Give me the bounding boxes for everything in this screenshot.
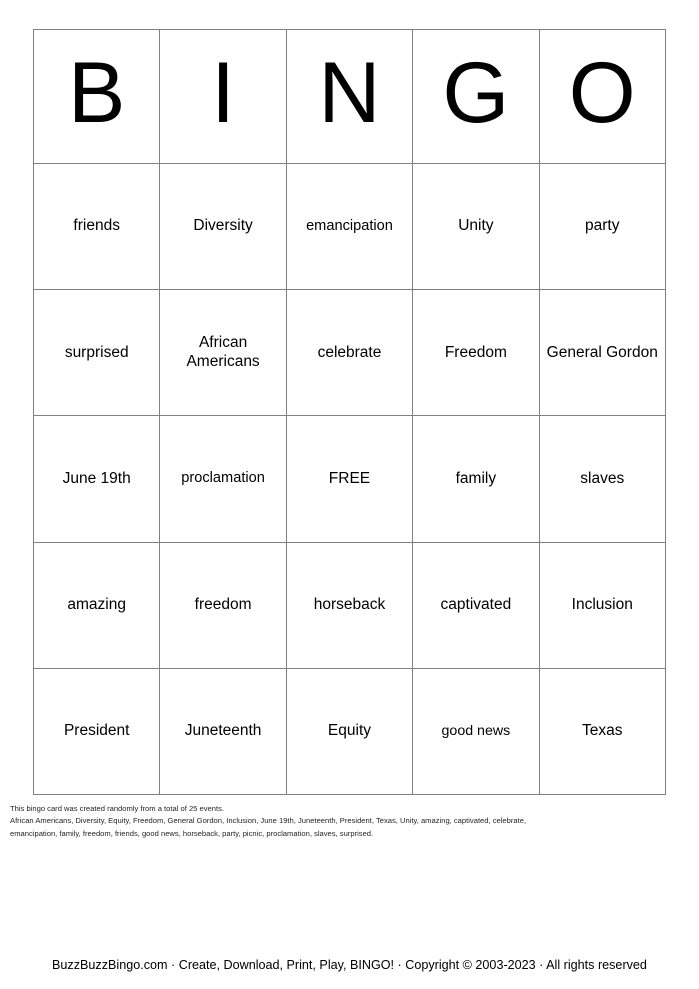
bingo-cell[interactable]: [540, 543, 666, 669]
bingo-cell-label: President: [63, 722, 130, 740]
bingo-cell-label: slaves: [580, 469, 625, 487]
bingo-row: [34, 669, 666, 795]
bingo-cell[interactable]: [34, 416, 160, 542]
bingo-cell[interactable]: [160, 543, 286, 669]
footnote-line-summary: This bingo card was created randomly from a total of 25 events.: [10, 804, 224, 813]
bingo-header-letter-o: O: [540, 30, 666, 164]
bingo-cell-label: party: [585, 217, 620, 235]
bingo-cell-label: amazing: [67, 596, 126, 613]
bingo-cell[interactable]: [540, 416, 666, 542]
bingo-cell-label: Texas: [582, 722, 623, 740]
bingo-cell-label: Juneteenth: [184, 722, 262, 740]
bingo-cell[interactable]: [287, 669, 413, 795]
bingo-cell-label: FREE: [328, 469, 371, 487]
page-footer: BuzzBuzzBingo.com · Create, Download, Print, Play, BINGO! · Copyright © 2003-2023 · All rights reserved: [52, 958, 647, 972]
bingo-cell-label: proclamation: [181, 470, 265, 487]
bingo-cell[interactable]: [413, 669, 539, 795]
bingo-cell-label: Freedom: [444, 343, 507, 361]
bingo-cell-label: celebrate: [317, 343, 382, 361]
bingo-header-letter-b: B: [34, 30, 160, 164]
bingo-cell-label: Unity: [458, 217, 494, 235]
bingo-cell-label: freedom: [194, 596, 252, 613]
bingo-cell[interactable]: [34, 164, 160, 290]
bingo-cell[interactable]: [34, 669, 160, 795]
bingo-cell-label: General Gordon: [546, 343, 658, 361]
bingo-cell[interactable]: [413, 290, 539, 416]
bingo-cell[interactable]: [413, 164, 539, 290]
bingo-cell-label: Inclusion: [571, 596, 633, 613]
bingo-cell[interactable]: [540, 164, 666, 290]
bingo-cell[interactable]: [160, 164, 286, 290]
bingo-cell-label: captivated: [440, 596, 512, 613]
bingo-cell[interactable]: [287, 290, 413, 416]
bingo-cell-label: friends: [73, 217, 120, 235]
bingo-row: [34, 543, 666, 669]
footnote-line-words-2: emancipation, family, freedom, friends, good news, horseback, party, picnic, proclamation, slaves, surprised.: [10, 828, 374, 838]
bingo-header-row: [34, 30, 666, 164]
bingo-cell-label: Diversity: [193, 217, 253, 235]
bingo-cell[interactable]: [160, 416, 286, 542]
bingo-row: [34, 164, 666, 290]
bingo-cell-label: African Americans: [186, 334, 260, 370]
bingo-row: [34, 290, 666, 416]
footnote-line-words-1: African Americans, Diversity, Equity, Freedom, General Gordon, Inclusion, June 19th, Juneteenth, President, Texas, Unity, amazing, captivated, celebrate,: [10, 816, 527, 826]
bingo-cell-label: family: [455, 469, 497, 487]
bingo-cell-label: June 19th: [62, 469, 131, 487]
bingo-cell-label: emancipation: [306, 217, 393, 234]
bingo-cell[interactable]: [287, 164, 413, 290]
bingo-cell[interactable]: [160, 290, 286, 416]
bingo-cell[interactable]: [34, 290, 160, 416]
bingo-header-letter-g: G: [413, 30, 539, 164]
bingo-row: [34, 416, 666, 542]
bingo-cell-label: horseback: [313, 596, 386, 613]
card-footnote: [10, 803, 680, 840]
bingo-cell[interactable]: [413, 416, 539, 542]
bingo-cell[interactable]: [160, 669, 286, 795]
bingo-header-letter-n: N: [287, 30, 413, 164]
bingo-header-letter-i: I: [160, 30, 286, 164]
bingo-cell-free[interactable]: [287, 416, 413, 542]
bingo-cell[interactable]: [413, 543, 539, 669]
bingo-cell-label: surprised: [64, 343, 129, 361]
bingo-cell[interactable]: [287, 543, 413, 669]
bingo-cell[interactable]: [34, 543, 160, 669]
bingo-cell[interactable]: [540, 290, 666, 416]
bingo-cell-label: Equity: [327, 722, 372, 740]
bingo-card: [33, 29, 666, 795]
bingo-cell[interactable]: [540, 669, 666, 795]
bingo-cell-label: good news: [441, 723, 511, 739]
